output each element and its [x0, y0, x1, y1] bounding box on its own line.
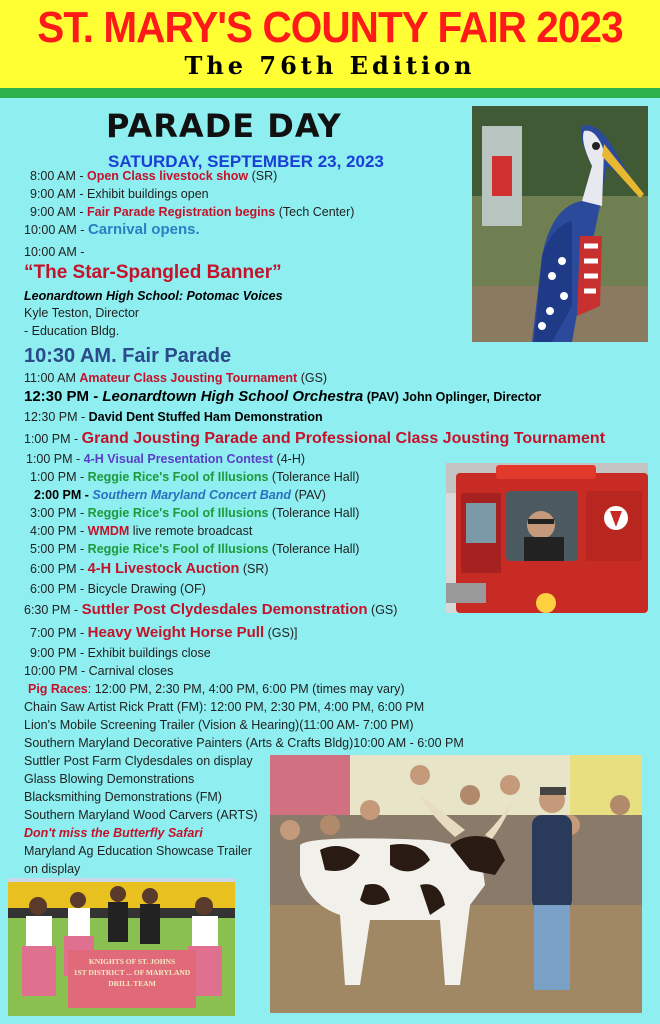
schedule-item: 6:30 PM - Suttler Post Clydesdales Demonstration (GS) — [24, 601, 398, 618]
showcase-trailer-cont: on display — [24, 862, 81, 876]
pig-races: Pig Races: 12:00 PM, 2:30 PM, 4:00 PM, 6:00 PM (times may vary) — [28, 682, 405, 696]
schedule-item: 10:00 AM - — [24, 245, 85, 259]
heron-statue-photo — [472, 106, 648, 342]
showcase-trailer: Maryland Ag Education Showcase Trailer — [24, 844, 252, 858]
schedule-item: Leonardtown High School: Potomac Voices — [24, 289, 283, 303]
parade-day-heading: PARADE DAY — [106, 107, 342, 145]
parade-date: SATURDAY, SEPTEMBER 23, 2023 — [108, 152, 384, 171]
schedule-item: 10:00 AM - Carnival opens. — [24, 221, 200, 238]
schedule-item: 9:00 PM - Exhibit buildings close — [30, 646, 211, 660]
all-day-item: Southern Maryland Decorative Painters (Arts & Crafts Bldg)10:00 AM - 6:00 PM — [24, 736, 464, 750]
schedule-item: 2:00 PM - Southern Maryland Concert Band (PAV) — [34, 488, 326, 502]
schedule-item: 12:30 PM - David Dent Stuffed Ham Demonstration — [24, 410, 323, 424]
drill-team-banner — [68, 950, 196, 1008]
poster-subtitle: The 76th Edition — [184, 51, 476, 80]
drill-banner-line: KNIGHTS OF ST. JOHNS — [88, 957, 176, 966]
schedule-item: 11:00 AM Amateur Class Jousting Tournament (GS) — [24, 371, 328, 385]
schedule-item: 7:00 PM - Heavy Weight Horse Pull (GS)] — [30, 624, 298, 641]
drill-team-photo — [8, 878, 235, 1016]
all-day-item: Glass Blowing Demonstrations — [24, 772, 195, 786]
schedule-item: 6:00 PM - Bicycle Drawing (OF) — [30, 582, 206, 596]
bull-show-photo — [270, 755, 642, 1013]
divider-bar — [0, 88, 660, 98]
header-banner — [0, 0, 660, 88]
poster-title: ST. MARY'S COUNTY FAIR 2023 — [37, 3, 623, 52]
all-day-item: Lion's Mobile Screening Trailer (Vision & Hearing)(11:00 AM- 7:00 PM) — [24, 718, 414, 732]
schedule-item: 10:30 AM. Fair Parade — [24, 345, 232, 367]
schedule-item: 1:00 PM - Reggie Rice's Fool of Illusions (Tolerance Hall) — [30, 470, 360, 484]
schedule-item: “The Star-Spangled Banner” — [24, 262, 282, 283]
all-day-item: Blacksmithing Demonstrations (FM) — [24, 790, 222, 804]
all-day-item: Suttler Post Farm Clydesdales on display — [24, 754, 253, 768]
schedule-item: 8:00 AM - Open Class livestock show (SR) — [30, 169, 278, 183]
schedule-item: 1:00 PM - 4-H Visual Presentation Contest (4-H) — [26, 452, 306, 466]
schedule-item: 9:00 AM - Fair Parade Registration begins (Tech Center) — [30, 205, 355, 219]
schedule-item: Kyle Teston, Director — [24, 306, 140, 320]
drill-banner-line: DRILL TEAM — [108, 979, 156, 988]
fire-truck-photo — [446, 463, 648, 613]
all-day-item: Southern Maryland Wood Carvers (ARTS) — [24, 808, 258, 822]
butterfly-safari: Don't miss the Butterfly Safari — [24, 826, 203, 840]
drill-banner-line: 1ST DISTRICT ... OF MARYLAND — [73, 968, 191, 977]
schedule-item: 6:00 PM - 4-H Livestock Auction (SR) — [30, 561, 269, 577]
schedule-item: 9:00 AM - Exhibit buildings open — [30, 187, 209, 201]
schedule-item: 10:00 PM - Carnival closes — [24, 664, 174, 678]
schedule-item: 3:00 PM - Reggie Rice's Fool of Illusions (Tolerance Hall) — [30, 506, 360, 520]
schedule-item: 5:00 PM - Reggie Rice's Fool of Illusions (Tolerance Hall) — [30, 542, 360, 556]
schedule-item: - Education Bldg. — [24, 324, 120, 338]
schedule-item: 12:30 PM - Leonardtown High School Orchestra (PAV) John Oplinger, Director — [24, 388, 542, 405]
schedule-item: 4:00 PM - WMDM live remote broadcast — [30, 524, 253, 538]
schedule-item: 1:00 PM - Grand Jousting Parade and Professional Class Jousting Tournament — [24, 430, 606, 447]
all-day-item: Chain Saw Artist Rick Pratt (FM): 12:00 PM, 2:30 PM, 4:00 PM, 6:00 PM — [24, 700, 425, 714]
